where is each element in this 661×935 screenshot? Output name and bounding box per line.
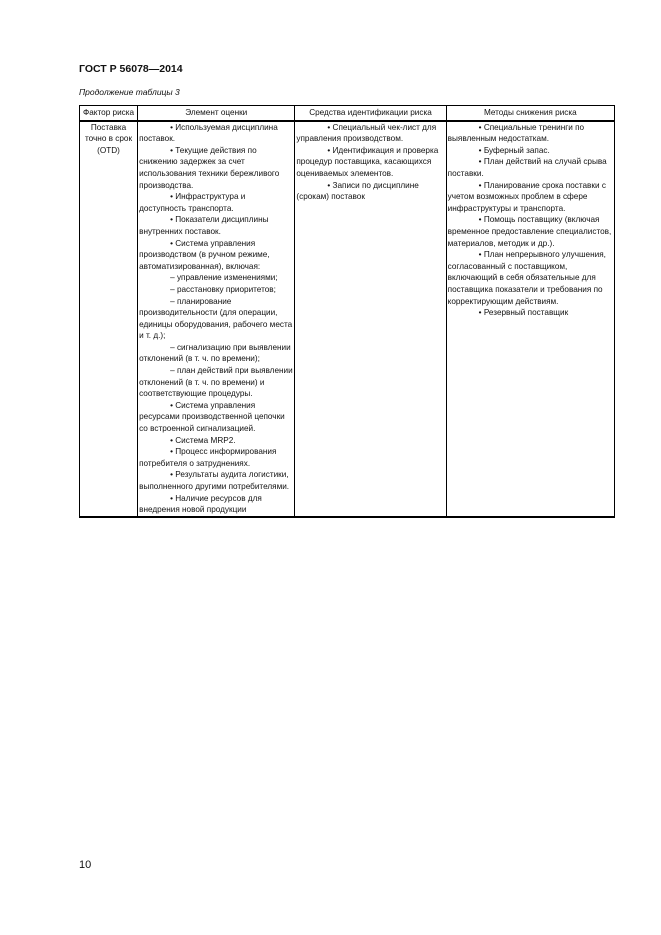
list-item: • Система управления ресурсами производственной цепочки со встроенной сигнализацией. — [139, 400, 293, 435]
column-header-identification: Средства идентификации риска — [295, 106, 446, 121]
list-item: • Планирование срока поставки с учетом возможных проблем в сфере инфраструктуры и транспорта. — [448, 180, 613, 215]
list-item: • Текущие действия по снижению задержек за счет использования техники бережливого производства. — [139, 145, 293, 191]
list-item: • Система управления производством (в ручном режиме, автоматизированная), включая: — [139, 238, 293, 273]
list-item: • План действий на случай срыва поставки. — [448, 156, 613, 179]
list-item: • Используемая дисциплина поставок. — [139, 122, 293, 145]
document-code: ГОСТ Р 56078—2014 — [79, 63, 183, 75]
column-header-element: Элемент оценки — [138, 106, 295, 121]
list-item: • Наличие ресурсов для внедрения новой продукции — [139, 493, 293, 516]
list-item: • Процесс информирования потребителя о затруднениях. — [139, 446, 293, 469]
list-item: • Специальные тренинги по выявленным недостаткам. — [448, 122, 613, 145]
mitigation-methods-cell — [446, 121, 614, 517]
list-item: – управление изменениями; — [139, 272, 293, 284]
table-continuation-caption: Продолжение таблицы 3 — [79, 87, 180, 97]
page-number: 10 — [79, 859, 92, 871]
list-item: • Записи по дисциплине (срокам) поставок — [296, 180, 444, 203]
list-item: • Показатели дисциплины внутренних поставок. — [139, 214, 293, 237]
list-item: • Идентификация и проверка процедур поставщика, касающихся оцениваемых элементов. — [296, 145, 444, 180]
column-header-mitigation: Методы снижения риска — [446, 106, 614, 121]
list-item: • Инфраструктура и доступность транспорта. — [139, 191, 293, 214]
risk-table — [79, 105, 615, 518]
assessment-elements-cell — [138, 121, 295, 517]
table-header-row — [80, 106, 615, 121]
list-item: • Буферный запас. — [448, 145, 613, 157]
list-item: – сигнализацию при выявлении отклонений (в т. ч. по времени); — [139, 342, 293, 365]
list-item: • Результаты аудита логистики, выполненного другими потребителями. — [139, 469, 293, 492]
list-item: • Резервный поставщик — [448, 307, 613, 319]
column-header-factor: Фактор риска — [80, 106, 138, 121]
list-item: • План непрерывного улучшения, согласованный с поставщиком, включающий в себя обязательные для поставщика показатели и требования по корректирующим действиям. — [448, 249, 613, 307]
table-row — [80, 121, 615, 517]
identification-means-cell — [295, 121, 446, 517]
list-item: • Специальный чек-лист для управления производством. — [296, 122, 444, 145]
list-item: • Система MRP2. — [139, 435, 293, 447]
list-item: – план действий при выявлении отклонений (в т. ч. по времени) и соответствующие процедуры. — [139, 365, 293, 400]
list-item: – расстановку приоритетов; — [139, 284, 293, 296]
list-item: • Помощь поставщику (включая временное предоставление специалистов, материалов, методик и др.). — [448, 214, 613, 249]
risk-factor-cell: Поставка точно в срок (OTD) — [80, 121, 138, 517]
list-item: – планирование производительности (для операции, единицы оборудования, рабочего места и т. д.); — [139, 296, 293, 342]
